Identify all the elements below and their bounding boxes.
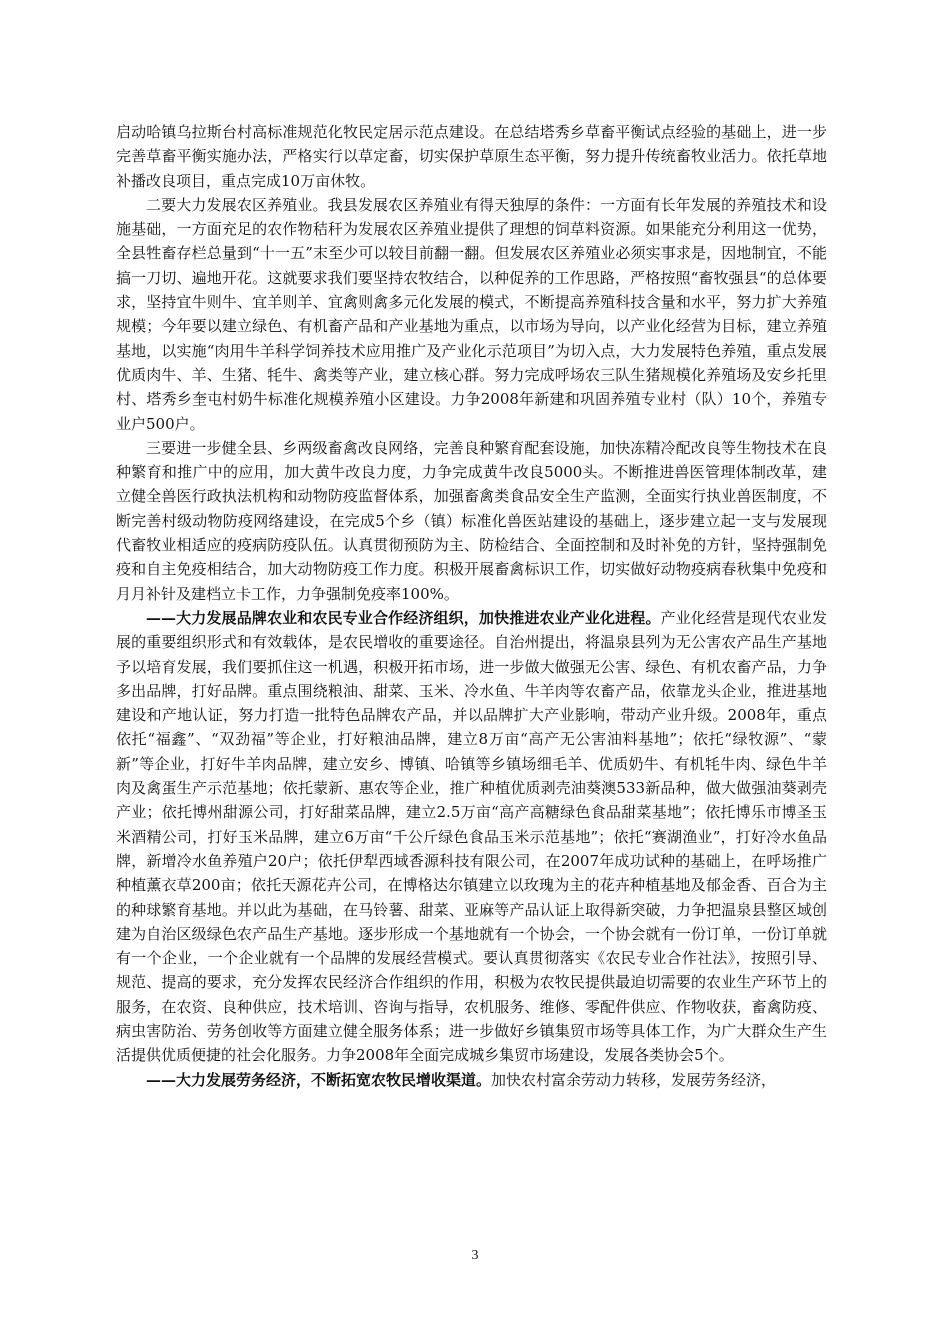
document-body: [116, 120, 827, 1092]
paragraph-text: 三要进一步健全县、乡两级畜禽改良网络，完善良种繁育配套设施，加快冻精冷配改良等生物技术在良种繁育和推广中的应用，加大黄牛改良力度，力争完成黄牛改良5000头。不断推进兽医管理体制改革，建立健全兽医行政执法机构和动物防疫监督体系，加强畜禽类食品安全生产监测，全面实行执业兽医制度，不断完善村级动物防疫网络建设，在完成5个乡（镇）标准化兽医站建设的基础上，逐步建立起一支与发展现代畜牧业相适应的疫病防疫队伍。认真贯彻预防为主、防检结合、全面控制和及时补免的方针，坚持强制免疫和自主免疫相结合，加大动物防疫工作力度。积极开展畜禽标识工作，切实做好动物疫病春秋集中免疫和月月补针及建档立卡工作，力争强制免疫率100%。: [116, 438, 827, 603]
paragraph-text: 加快农村富余劳动力转移，发展劳务经济，: [491, 1070, 777, 1089]
paragraph-lead-heading: ——大力发展品牌农业和农民专业合作经济组织，加快推进农业产业化进程。: [146, 608, 661, 627]
paragraph-brand-agriculture: [116, 606, 827, 1068]
paragraph-labor-economy: [116, 1068, 827, 1092]
paragraph-text: 启动哈镇乌拉斯台村高标准规范化牧民定居示范点建设。在总结塔秀乡草畜平衡试点经验的基础上，进一步完善草畜平衡实施办法，严格实行以草定畜，切实保护草原生态平衡，努力提升传统畜牧业活力。依托草地补播改良项目，重点完成10万亩休牧。: [116, 123, 827, 190]
paragraph-lead-heading: ——大力发展劳务经济，不断拓宽农牧民增收渠道。: [146, 1070, 492, 1089]
page-number: 3: [471, 1248, 479, 1263]
paragraph-rural-breeding: [116, 193, 827, 436]
paragraph-text: 二要大力发展农区养殖业。我县发展农区养殖业有得天独厚的条件：一方面有长年发展的养殖技术和设施基础，一方面充足的农作物秸秆为发展农区养殖业提供了理想的饲草料资源。如果能充分利用这一优势，全县牲畜存栏总量到“十一五”末至少可以较目前翻一翻。但发展农区养殖业必须实事求是，因地制宜，不能搞一刀切、遍地开花。这就要求我们要坚持农牧结合，以种促养的工作思路，严格按照“畜牧强县“的总体要求，坚持宜牛则牛、宜羊则羊、宜禽则禽多元化发展的模式，不断提高养殖科技含量和水平，努力扩大养殖规模；今年要以建立绿色、有机畜产品和产业基地为重点，以市场为导向，以产业化经营为目标，建立养殖基地，以实施“肉用牛羊科学饲养技术应用推广及产业化示范项目”为切入点，大力发展特色养殖，重点发展优质肉牛、羊、生猪、牦牛、禽类等产业，建立核心群。努力完成呼场农三队生猪规模化养殖场及安乡托里村、塔秀乡奎屯村奶牛标准化规模养殖小区建设。力争2008年新建和巩固养殖专业村（队）10个，养殖专业户500户。: [116, 195, 827, 433]
paragraph-continuation: [116, 120, 827, 193]
paragraph-livestock-improvement: [116, 436, 827, 606]
paragraph-text: 产业化经营是现代农业发展的重要组织形式和有效载体，是农民增收的重要途径。自治州提出，将温泉县列为无公害农产品生产基地予以培育发展，我们要抓住这一机遇，积极开拓市场，进一步做大做强无公害、绿色、有机农畜产品，力争多出品牌，打好品牌。重点围绕粮油、甜菜、玉米、冷水鱼、牛羊肉等农畜产品，依靠龙头企业，推进基地建设和产地认证，努力打造一批特色品牌农产品，并以品牌扩大产业影响，带动产业升级。2008年，重点依托“福鑫”、“双劲福”等企业，打好粮油品牌，建立8万亩“高产无公害油料基地”；依托“绿牧源”、“蒙新”等企业，打好牛羊肉品牌，建立安乡、博镇、哈镇等乡镇场细毛羊、优质奶牛、有机牦牛肉、绿色牛羊肉及禽蛋生产示范基地；依托蒙新、惠农等企业，推广种植优质剥壳油葵澳533新品种，做大做强油葵剥壳产业；依托博州甜源公司，打好甜菜品牌，建立2.5万亩“高产高糖绿色食品甜菜基地”；依托博乐市博圣玉米酒精公司，打好玉米品牌，建立6万亩“千公斤绿色食品玉米示范基地”；依托“赛湖渔业”，打好冷水鱼品牌，新增冷水鱼养殖户20户；依托伊犁西域香源科技有限公司，在2007年成功试种的基础上，在呼场推广种植薰衣草200亩；依托天源花卉公司，在博格达尔镇建立以玫瑰为主的花卉种植基地及郁金香、百合为主的种球繁育基地。并以此为基础，在马铃薯、甜菜、亚麻等产品认证上取得新突破，力争把温泉县整区域创建为自治区级绿色农产品生产基地。逐步形成一个基地就有一个协会，一个协会就有一份订单，一份订单就有一个企业，一个企业就有一个品牌的发展经营模式。要认真贯彻落实《农民专业合作社法》，按照引导、规范、提高的要求，充分发挥农民经济合作组织的作用，积极为农牧民提供最迫切需要的农业生产环节上的服务，在农资、良种供应，技术培训、咨询与指导，农机服务、维修、零配件供应、作物收获，畜禽防疫、病虫害防治、劳务创收等方面建立健全服务体系；进一步做好乡镇集贸市场等具体工作，为广大群众生产生活提供优质便捷的社会化服务。力争2008年全面完成城乡集贸市场建设，发展各类协会5个。: [116, 608, 827, 1065]
